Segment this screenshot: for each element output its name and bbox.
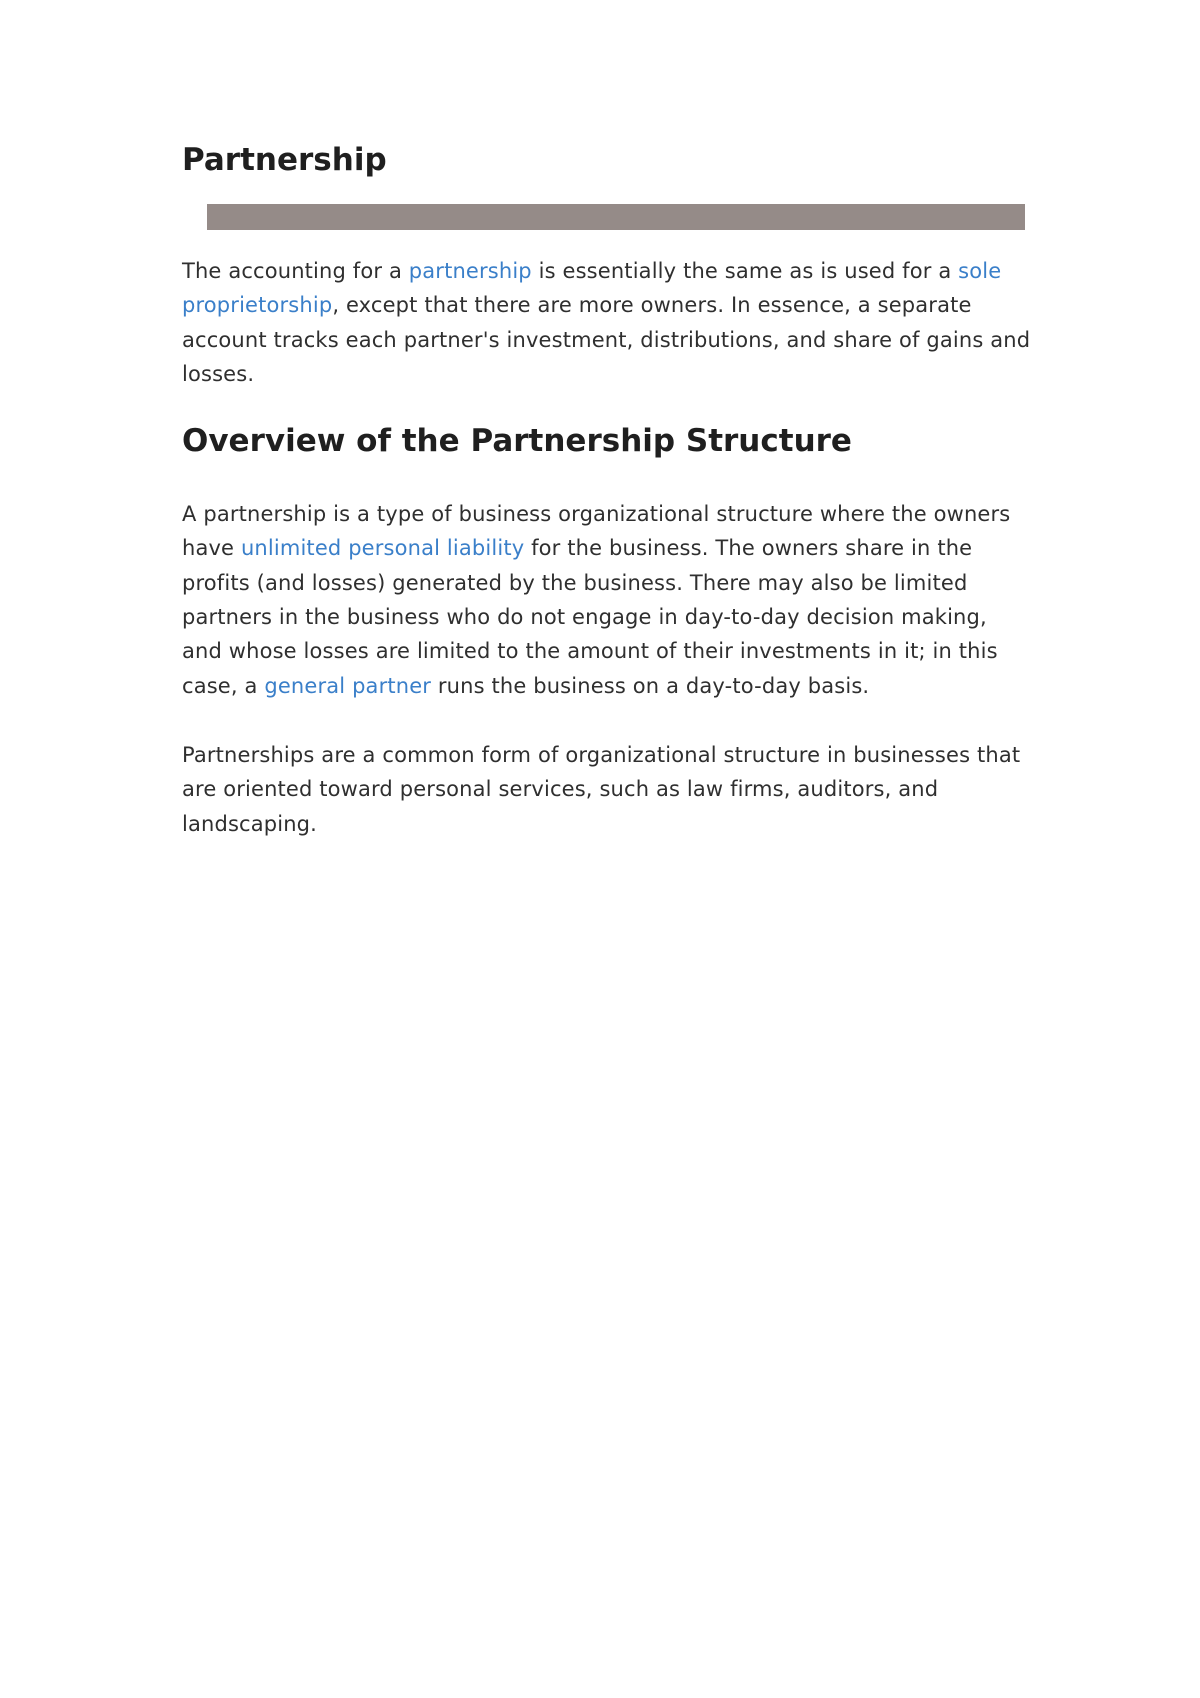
title-divider-bar (207, 204, 1025, 230)
intro-paragraph (182, 254, 1032, 391)
overview-text-1: A partnership is a type of business organizational structure where the owners have (182, 502, 1011, 561)
intro-text-3: , except that there are more owners. In essence, a separate account tracks each partner's investment, distributions, and share of gains and losses. (182, 293, 1031, 386)
overview-paragraph (182, 497, 1032, 703)
partnership-link[interactable]: partnership (408, 259, 532, 283)
unlimited-personal-liability-link[interactable]: unlimited personal liability (240, 536, 525, 561)
document-page (182, 140, 1032, 841)
general-partner-link[interactable]: general partner (264, 673, 432, 698)
intro-text-1: The accounting for a (182, 259, 409, 283)
page-title: Partnership (182, 142, 387, 178)
overview-text-2: for the business. The owners share in the profits (and losses) generated by the business. There may also be limited partners in the business who do not engage in day-to-day decision making, and whose losses are limited to the amount of their investments in it; in this case, a (182, 536, 998, 698)
closing-paragraph: Partnerships are a common form of organizational structure in businesses that are oriented toward personal services, such as law firms, auditors, and landscaping. (182, 742, 1021, 836)
section-heading: Overview of the Partnership Structure (182, 423, 852, 460)
overview-text-3: runs the business on a day-to-day basis. (431, 673, 870, 698)
sole-proprietorship-link[interactable]: sole proprietorship (182, 259, 1002, 318)
intro-text-2: is essentially the same as is used for a (531, 259, 959, 283)
